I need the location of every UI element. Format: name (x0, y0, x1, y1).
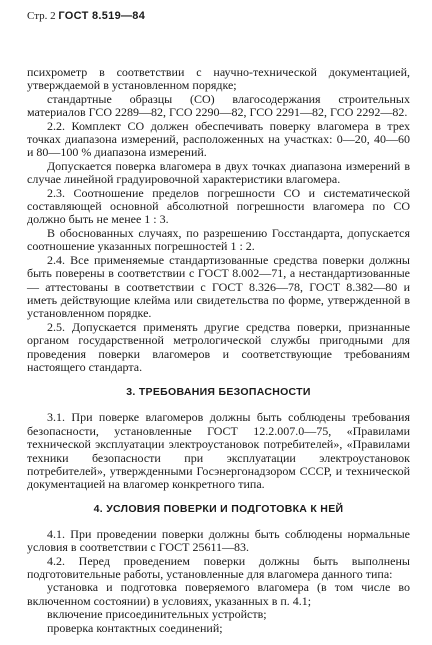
standard-designation: ГОСТ 8.519—84 (58, 10, 146, 22)
paragraph: В обоснованных случаях, по разрешению Госстандарта, допускается соотношение указанных погрешностей 1 : 2. (27, 225, 410, 254)
section-heading-conditions: 4. УСЛОВИЯ ПОВЕРКИ И ПОДГОТОВКА К НЕЙ (93, 502, 344, 515)
paragraph: Допускается поверка влагомера в двух точках диапазона измерений в случае линейной градуировочной характеристики влагомера. (27, 158, 410, 187)
section-heading-safety: 3. ТРЕБОВАНИЯ БЕЗОПАСНОСТИ (126, 386, 311, 399)
paragraph: 2.5. Допускается применять другие средства поверки, признанные органом государственной метрологической службы пригодными для проведения поверки влагомеров и соответствующие требованиям настоящего стандарта. (27, 319, 410, 374)
paragraph: 3.1. При поверке влагомеров должны быть соблюдены требования безопасности, установленные ГОСТ 12.2.007.0—75, «Правилами технической эксплуатации электроустановок потребителей», «Правилами техники безопасности при эксплуатации электроустановок потребителей», утвержденными Госэнергонадзором СССР, и технической документацией на влагомер конкретного типа. (27, 410, 410, 492)
paragraph: психрометр в соответствии с научно-технической документацией, утверждаемой в установленном порядке; (27, 65, 410, 93)
paragraph: 4.1. При проведении поверки должны быть соблюдены нормальные условия в соответствии с ГОСТ 25611—83. (27, 526, 410, 555)
paragraph: 2.3. Соотношение пределов погрешности СО и систематической составляющей основной абсолютной погрешности влагомера по СО должно быть не менее 1 : 3. (27, 185, 410, 227)
paragraph: 4.2. Перед проведением поверки должны быть выполнены подготовительные работы, установленные для влагомера данного типа: (27, 553, 410, 581)
paragraph: 2.2. Комплект СО должен обеспечивать поверку влагомера в трех точках диапазона измерений, расположенных на участках: 0—20, 40—60 и 80—100 % диапазона измерений. (27, 118, 410, 160)
paragraph: стандартные образцы (СО) влагосодержания строительных материалов ГСО 2289—82, ГСО 2290—82, ГСО 2291—82, ГСО 2292—82. (27, 91, 410, 120)
paragraph: 2.4. Все применяемые стандартизованные средства поверки должны быть поверены в соответствии с ГОСТ 8.002—71, а нестандартизованные — аттестованы в соответствии с ГОСТ 8.326—78, ГОСТ 8.382—80 и иметь действующие клейма или свидетельства по форме, утвержденной в установленном порядке. (27, 252, 410, 321)
page-header (27, 10, 145, 23)
paragraph: включение присоединительных устройств; (47, 607, 267, 622)
page-number: Стр. 2 (27, 10, 56, 22)
paragraph: установка и подготовка поверяемого влагомера (в том числе во включенном состоянии) в условиях, указанных в п. 4.1; (27, 580, 410, 608)
document-body (27, 66, 410, 635)
paragraph: проверка контактных соединений; (47, 620, 223, 635)
